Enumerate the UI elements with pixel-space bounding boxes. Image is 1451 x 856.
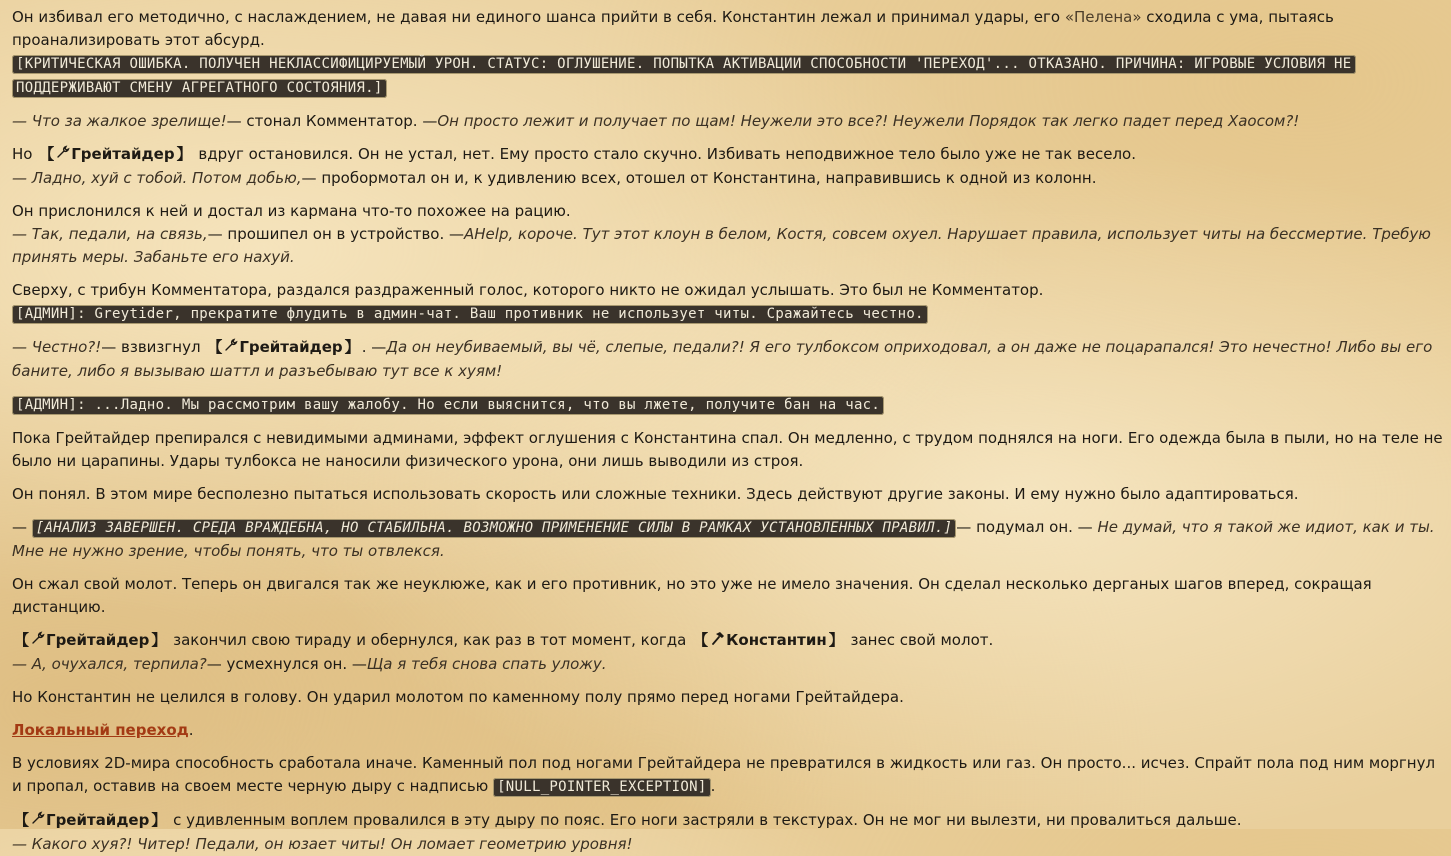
- hammer-icon: [710, 630, 725, 653]
- paragraph-greytider-stops: Но 【 Грейтайдер 】 вдруг остановился. Он не устал, нет. Ему просто стало скучно. Избивать неподвижное тело было уже не так весело. — Ладно, хуй с тобой. Потом добью,— пробормотал он и, к удивлению всех, отошел от Константина, направившись к одной из колонн.: [12, 145, 1136, 187]
- wrench-icon: [31, 630, 45, 653]
- paragraph-stun-wears-off: Пока Грейтайдер препирался с невидимыми админами, эффект оглушения с Константина спал. Он медленно, с трудом поднялся на ноги. Его одежда была в пыли, но на теле не было ни царапины. Удары тулбокса не наносили физического урона, они лишь выводили из строя.: [12, 429, 1443, 470]
- paragraph-turn: 【 Грейтайдер 】 закончил свою тираду и обернулся, как раз в тот момент, когда 【 Константин 】 занес свой молот. — А, очухался, терпила?— усмехнулся он. —Ща я тебя снова спать уложу.: [12, 631, 994, 673]
- wrench-icon: [31, 810, 45, 833]
- pelena-term: «Пелена»: [1064, 8, 1142, 26]
- paragraph-admin-reply: [12, 393, 1444, 417]
- paragraph-understood: Он понял. В этом мире бесполезно пытаться использовать скорость или сложные техники. Здесь действуют другие законы. И ему нужно было адаптироваться.: [12, 485, 1299, 503]
- character-tag-greytider: 【 Грейтайдер 】: [37, 145, 193, 163]
- paragraph-local-transition: Локальный переход.: [12, 721, 194, 739]
- paragraph-1: Он избивал его методично, с наслаждением, не давая ни единого шанса прийти в себя. Константин лежал и принимал удары, его «Пелена» сходила с ума, пытаясь проанализировать этот абсурд. [КРИТИЧЕСКАЯ ОШИБКА. ПОЛУЧЕН НЕКЛАССИФИЦИРУЕМЫЙ УРОН. СТАТУС: ОГЛУШЕНИЕ. ПОПЫТКА АКТИВАЦИИ СПОСОБНОСТИ 'ПЕРЕХОД'... ОТКАЗАНО. ПРИЧИНА: ИГРОВЫЕ УСЛОВИЯ НЕ ПОДДЕРЖИВАЮТ СМЕНУ АГРЕГАТНОГО СОСТОЯНИЯ.]: [12, 6, 1444, 100]
- character-tag-greytider: 【 Грейтайдер 】: [12, 631, 168, 649]
- story-text: [12, 6, 1444, 856]
- system-message-analysis: [АНАЛИЗ ЗАВЕРШЕН. СРЕДА ВРАЖДЕБНА, НО СТАБИЛЬНА. ВОЗМОЖНО ПРИМЕНЕНИЕ СИЛЫ В РАМКАХ УСТАНОВЛЕННЫХ ПРАВИЛ.]: [32, 519, 957, 538]
- paragraph-commentator: — Что за жалкое зрелище!— стонал Комментатор. —Он просто лежит и получает по щам! Неужели это все?! Неужели Порядок так легко падет перед Хаосом?!: [12, 112, 1300, 130]
- paragraph-admin-voice: Сверху, с трибун Комментатора, раздался раздраженный голос, которого никто не ожидал услышать. Это был не Комментатор. [АДМИН]: Greytider, прекратите флудить в админ-чат. Ваш противник не использует читы. Сражайтесь честно.: [12, 281, 1044, 322]
- local-transition-link[interactable]: Локальный переход: [12, 721, 189, 739]
- system-message-admin-1: [АДМИН]: Greytider, прекратите флудить в админ-чат. Ваш противник не использует читы. Сражайтесь честно.: [12, 305, 928, 324]
- character-tag-greytider: 【 Грейтайдер 】: [205, 338, 361, 356]
- paragraph-hammer: Он сжал свой молот. Теперь он двигался так же неуклюже, как и его противник, но это уже не имело значения. Он сделал несколько дерганых шагов вперед, сокращая дистанцию.: [12, 575, 1372, 616]
- wrench-icon: [56, 144, 70, 167]
- paragraph-greytider-complains: — Честно?!— взвизгнул 【 Грейтайдер 】 . —Да он неубиваемый, вы чё, слепые, педали?! Я его тулбоксом оприходовал, а он даже не поцарапался! Это нечестно! Либо вы его баните, либо я вызываю шаттл и разъебываю тут все к хуям!: [12, 338, 1433, 380]
- paragraph-strike-floor: Но Константин не целился в голову. Он ударил молотом по каменному полу прямо перед ногами Грейтайдера.: [12, 688, 904, 706]
- system-message-admin-2: [АДМИН]: ...Ладно. Мы рассмотрим вашу жалобу. Но если выяснится, что вы лжете, получите бан на час.: [12, 396, 884, 415]
- character-tag-greytider: 【 Грейтайдер 】: [12, 811, 168, 829]
- paragraph-falls-in: 【 Грейтайдер 】 с удивленным воплем провалился в эту дыру по пояс. Его ноги застряли в текстурах. Он не мог ни вылезти, ни провалиться дальше. — Какого хуя?! Читер! Педали, он юзает читы! Он ломает геометрию уровня!: [12, 811, 1242, 853]
- paragraph-radio: Он прислонился к ней и достал из кармана что-то похожее на рацию. — Так, педали, на связь,— прошипел он в устройство. —AHelp, короче. Тут этот клоун в белом, Костя, совсем охуел. Нарушает правила, использует читы на бессмертие. Требую принять меры. Забаньте его нахуй.: [12, 202, 1431, 266]
- system-message-critical-error: [КРИТИЧЕСКАЯ ОШИБКА. ПОЛУЧЕН НЕКЛАССИФИЦИРУЕМЫЙ УРОН. СТАТУС: ОГЛУШЕНИЕ. ПОПЫТКА АКТИВАЦИИ СПОСОБНОСТИ 'ПЕРЕХОД'... ОТКАЗАНО. ПРИЧИНА: ИГРОВЫЕ УСЛОВИЯ НЕ ПОДДЕРЖИВАЮТ СМЕНУ АГРЕГАТНОГО СОСТОЯНИЯ.]: [12, 55, 1356, 98]
- paragraph-analysis: — [АНАЛИЗ ЗАВЕРШЕН. СРЕДА ВРАЖДЕБНА, НО СТАБИЛЬНА. ВОЗМОЖНО ПРИМЕНЕНИЕ СИЛЫ В РАМКАХ УСТАНОВЛЕННЫХ ПРАВИЛ.] — подумал он. — Не думай, что я такой же идиот, как и ты. Мне не нужно зрение, чтобы понять, что ты отвлекся.: [12, 518, 1435, 560]
- character-tag-konstantin: 【 Константин 】: [691, 631, 846, 649]
- system-message-null-pointer: [NULL_POINTER_EXCEPTION]: [493, 778, 711, 797]
- paragraph-floor-vanishes: В условиях 2D-мира способность сработала иначе. Каменный пол под ногами Грейтайдера не превратился в жидкость или газ. Он просто... исчез. Спрайт пола под ним моргнул и пропал, оставив на своем месте черную дыру с надписью [NULL_POINTER_EXCEPTION] .: [12, 754, 1436, 795]
- wrench-icon: [224, 337, 238, 360]
